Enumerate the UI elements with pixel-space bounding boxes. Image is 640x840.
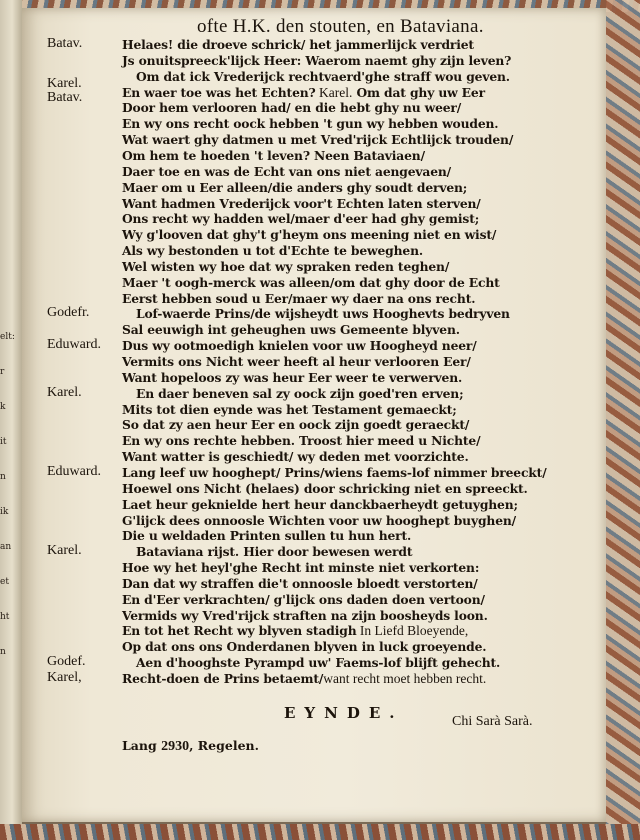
- verse-text: En daer beneven sal zy oock zijn goed'ren erven;: [136, 385, 464, 401]
- verse-text: En wy ons recht oock hebben 't gun wy hebben wouden.: [122, 116, 499, 132]
- verse-text: Om hem te hoeden 't leven? Neen Bataviaen/: [122, 147, 425, 163]
- marbled-cover-right: [606, 0, 640, 840]
- running-head: ofte H.K. den stouten, en Bataviana.: [197, 16, 484, 37]
- verse-line: [122, 623, 468, 639]
- verse-line: [122, 259, 449, 274]
- verse-line: [122, 465, 547, 480]
- verse-line: [136, 544, 412, 559]
- facing-page-edge: elt: r k it n ik an et ht n: [0, 332, 15, 657]
- verse-line: [122, 513, 516, 528]
- speaker-tag: Godefr.: [47, 305, 90, 321]
- verse-line: [122, 132, 513, 147]
- verse-line: [122, 211, 479, 226]
- verse-line: [122, 164, 451, 179]
- verse-text: Om dat ick Vrederijck rechtvaerd'ghe straff wou geven.: [136, 68, 510, 84]
- verse-line: [122, 592, 485, 607]
- verse-line: [122, 243, 423, 258]
- verse-text: Helaes! die droeve schrick/ het jammerlijck verdriet: [122, 37, 474, 52]
- verse-line: [122, 608, 488, 623]
- verse-line: [122, 417, 469, 432]
- verse-text: Op dat ons ons Onderdanen blyven in luck groeyende.: [122, 639, 487, 655]
- verse-line: [122, 53, 511, 68]
- verse-text: Js onuitspreeck'lijck Heer: Waerom naemt ghy zijn leven?: [122, 52, 512, 68]
- verse-line: [122, 671, 486, 687]
- verse-text: Daer toe en was de Echt van ons niet aengevaen/: [122, 163, 452, 179]
- verse-text: Want watter is geschiedt/ wy deden met voorzichte.: [122, 449, 469, 465]
- verse-text: Hoewel ons Nicht (helaes) door schricking niet en spreeckt.: [122, 480, 528, 496]
- speaker-tag: Karel.: [47, 75, 82, 91]
- line-count-prefix: Lang: [122, 738, 162, 753]
- verse-text: En d'Eer verkrachten/ g'lijck ons daden doen vertoon/: [122, 591, 485, 607]
- verse-line: [122, 449, 469, 464]
- speaker-tag: Karel,: [47, 670, 82, 685]
- verse-text: Bataviana rijst. Hier door bewesen werdt: [136, 544, 413, 560]
- verse-text: Recht-doen de Prins betaemt/: [122, 671, 324, 686]
- verse-text: En waer toe was het Echten?: [122, 84, 316, 100]
- motto: Chi Sarà Sarà.: [452, 714, 533, 729]
- verse-text: Wy g'looven dat ghy't g'heym ons meening niet en wist/: [122, 227, 497, 243]
- verse-line: [122, 370, 462, 385]
- verse-line: [136, 69, 510, 84]
- speaker-tag: Eduward.: [47, 463, 102, 479]
- verse-line: [122, 433, 480, 448]
- verse-text: Mits tot dien eynde was het Testament gemaeckt;: [122, 401, 457, 417]
- verse-roman-text: want recht moet hebben recht.: [323, 671, 487, 686]
- verse-line: [122, 481, 528, 496]
- verse-text: Lof-waerde Prins/de wijsheydt uws Hooghevts bedryven: [136, 306, 510, 322]
- speaker-tag: Karel.: [47, 384, 82, 400]
- verse-line: [122, 528, 411, 543]
- verse-line: [122, 322, 460, 337]
- verse-line: [122, 354, 471, 369]
- verse-text: Ons recht wy hadden wel/maer d'eer had ghy gemist;: [122, 211, 480, 227]
- verse-line: [122, 227, 496, 242]
- verse-text: Door hem verlooren had/ en die hebt ghy nu weer/: [122, 100, 462, 116]
- verse-text: Want hadmen Vrederijck voor't Echten laten sterven/: [122, 195, 481, 211]
- verse-text: Als wy bestonden u tot d'Echte te beweghen.: [122, 243, 424, 259]
- speaker-tag: Godef.: [47, 654, 86, 670]
- verse-line: [136, 386, 463, 401]
- verse-text: Lang leef uw hooghept/ Prins/wiens faems-lof nimmer breeckt/: [122, 464, 547, 480]
- verse-text: Maer om u Eer alleen/die anders ghy soudt derven;: [122, 179, 468, 195]
- speaker-tag: Eduward.: [47, 337, 102, 353]
- line-count: [122, 738, 259, 755]
- verse-text: Wat waert ghy datmen u met Vred'rijck Echtlijck trouden/: [122, 132, 514, 148]
- line-count-number: 2930: [161, 739, 190, 754]
- verse-text: En wy ons rechte hebben. Troost hier meed u Nichte/: [122, 433, 481, 449]
- verse-text: So dat zy aen heur Eer en oock zijn goedt geraeckt/: [122, 417, 470, 433]
- verse-line: [122, 497, 518, 512]
- verse-line: [122, 338, 477, 353]
- verse-line: [122, 402, 457, 417]
- verse-text: Dan dat wy straffen die't onnoosle bloedt verstorten/: [122, 575, 478, 591]
- verse-text: Laet heur geknielde hert heur danckbaerheydt getuyghen;: [122, 496, 518, 512]
- verse-line: [122, 576, 478, 591]
- verse-text: Vermids wy Vred'rijck straften na zijn boosheyds loon.: [122, 607, 488, 623]
- marbled-cover-bottom: [0, 824, 640, 840]
- verse-text: Dus wy ootmoedigh knielen voor uw Hoogheyd neer/: [122, 338, 477, 354]
- verse-line: [122, 37, 474, 52]
- verse-line: [122, 560, 479, 575]
- verse-text: Sal eeuwigh int geheughen uws Gemeente blyven.: [122, 322, 460, 338]
- speaker-tag: Karel.: [47, 543, 82, 559]
- book-page: [22, 8, 606, 822]
- verse-roman-text: In Liefd Bloeyende,: [356, 623, 469, 639]
- verse-text: Eerst hebben soud u Eer/maer wy daer na ons recht.: [122, 290, 476, 306]
- verse-text: Vermits ons Nicht weer heeft al heur verlooren Eer/: [122, 354, 471, 369]
- verse-text: G'lijck dees onnoosle Wichten voor uw hooghept buyghen/: [122, 512, 517, 528]
- line-count-suffix: , Regelen.: [189, 738, 259, 753]
- verse-roman-text: Karel.: [315, 84, 353, 100]
- verse-line: [122, 196, 481, 211]
- speaker-tag: Batav.: [47, 89, 83, 105]
- verse-text: Die u weldaden Printen sullen tu hun hert.: [122, 528, 412, 544]
- end-title: EYNDE.: [284, 704, 404, 722]
- verse-text-continued: Om dat ghy uw Eer: [352, 84, 485, 100]
- speaker-tag: Batav.: [47, 36, 83, 51]
- verse-line: [122, 100, 461, 115]
- verse-line: [122, 116, 498, 131]
- verse-line: [122, 148, 425, 163]
- verse-line: [122, 291, 475, 306]
- verse-line: [122, 639, 486, 654]
- verse-line: [122, 85, 485, 101]
- verse-line: [136, 655, 500, 670]
- verse-text: Wel wisten wy hoe dat wy spraken reden teghen/: [122, 258, 450, 274]
- verse-text: En tot het Recht wy blyven stadigh: [122, 623, 357, 639]
- verse-text: Want hopeloos zy was heur Eer weer te verwerven.: [122, 369, 463, 385]
- verse-line: [136, 306, 510, 321]
- verse-text: Maer 't oogh-merck was alleen/om dat ghy door de Echt: [122, 274, 500, 290]
- verse-line: [122, 275, 500, 290]
- verse-text: Aen d'hooghste Pyrampd uw' Faems-lof blijft gehecht.: [136, 655, 501, 671]
- verse-line: [122, 180, 467, 195]
- verse-text: Hoe wy het heyl'ghe Recht int minste niet verkorten:: [122, 560, 480, 576]
